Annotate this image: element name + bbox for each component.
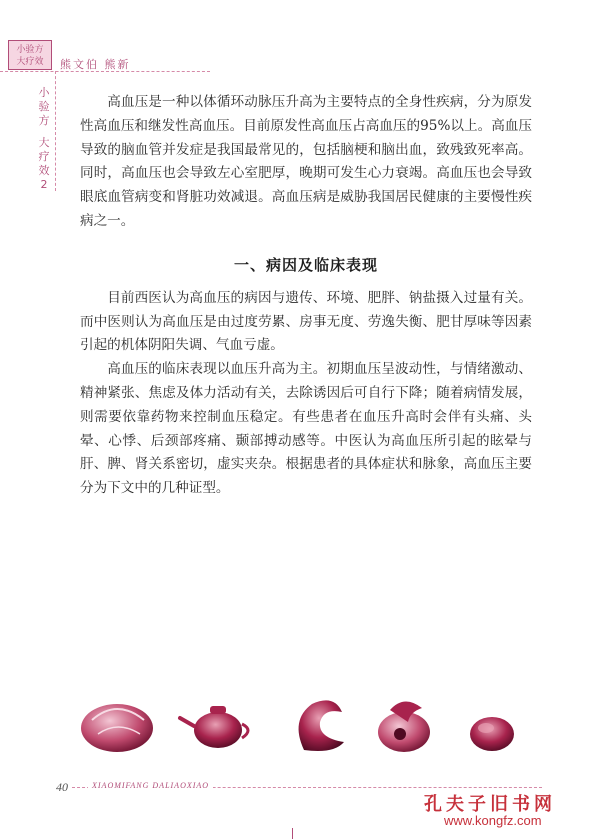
footer-running-text: XIAOMIFANG DALIAOXIAO	[88, 781, 213, 790]
ornament-phoenix-icon	[378, 701, 430, 752]
logo-line-1: 小验方	[16, 45, 44, 55]
ornament-peach-icon	[470, 717, 514, 751]
ornament-dragon-icon	[299, 700, 344, 751]
intro-paragraph: 高血压是一种以体循环动脉压升高为主要特点的全身性疾病，分为原发性高血压和继发性高血压。目前原发性高血压占高血压的95%以上。高血压导致的脑血管并发症是我国最常见的，包括脑梗和脑出血，致残致死率高。同时，高血压也会导致左心室肥厚，晚期可发生心力衰竭。高血压也会导致眼底血管病变和肾脏功效减退。高血压病是威胁我国居民健康的主要慢性疾病之一。	[80, 94, 532, 229]
header-rule	[0, 71, 210, 72]
page-number: 40	[56, 780, 68, 794]
watermark-url: www.kongfz.com	[444, 813, 542, 828]
side-label-series: 小验方	[38, 86, 50, 127]
side-rule	[55, 71, 56, 191]
section-heading: 一、病因及临床表现	[233, 255, 378, 274]
watermark-name: 孔夫子旧书网	[424, 794, 556, 815]
binding-mark	[292, 828, 293, 839]
ornament-teapot-icon	[180, 706, 248, 748]
series-logo	[8, 40, 52, 70]
ornament-cabbage-icon	[81, 704, 153, 752]
side-label-volume: 大疗效2	[38, 136, 50, 191]
logo-line-2: 大疗效	[16, 57, 44, 67]
header-authors: 熊文伯 熊新	[60, 58, 131, 71]
cause-paragraph: 目前西医认为高血压的病因与遗传、环境、肥胖、钠盐摄入过量有关。而中医则认为高血压是由过度劳累、房事无度、劳逸失衡、肥甘厚味等因素引起的机体阴阳失调、气血亏虚。	[80, 289, 532, 354]
symptom-paragraph: 高血压的临床表现以血压升高为主。初期血压呈波动性，与情绪激动、精神紧张、焦虑及体力活动有关，去除诱因后可自行下降；随着病情发展，则需要依靠药物来控制血压稳定。有些患者在血压升高时会伴有头痛、头晕、心悸、后颈部疼痛、颞部搏动感等。中医认为高血压所引起的眩晕与肝、脾、肾关系密切，虚实夹杂。根据患者的具体症状和脉象，高血压主要分为下文中的几种证型。	[80, 361, 532, 497]
decorative-ornaments	[72, 690, 532, 760]
page-body	[80, 91, 532, 501]
